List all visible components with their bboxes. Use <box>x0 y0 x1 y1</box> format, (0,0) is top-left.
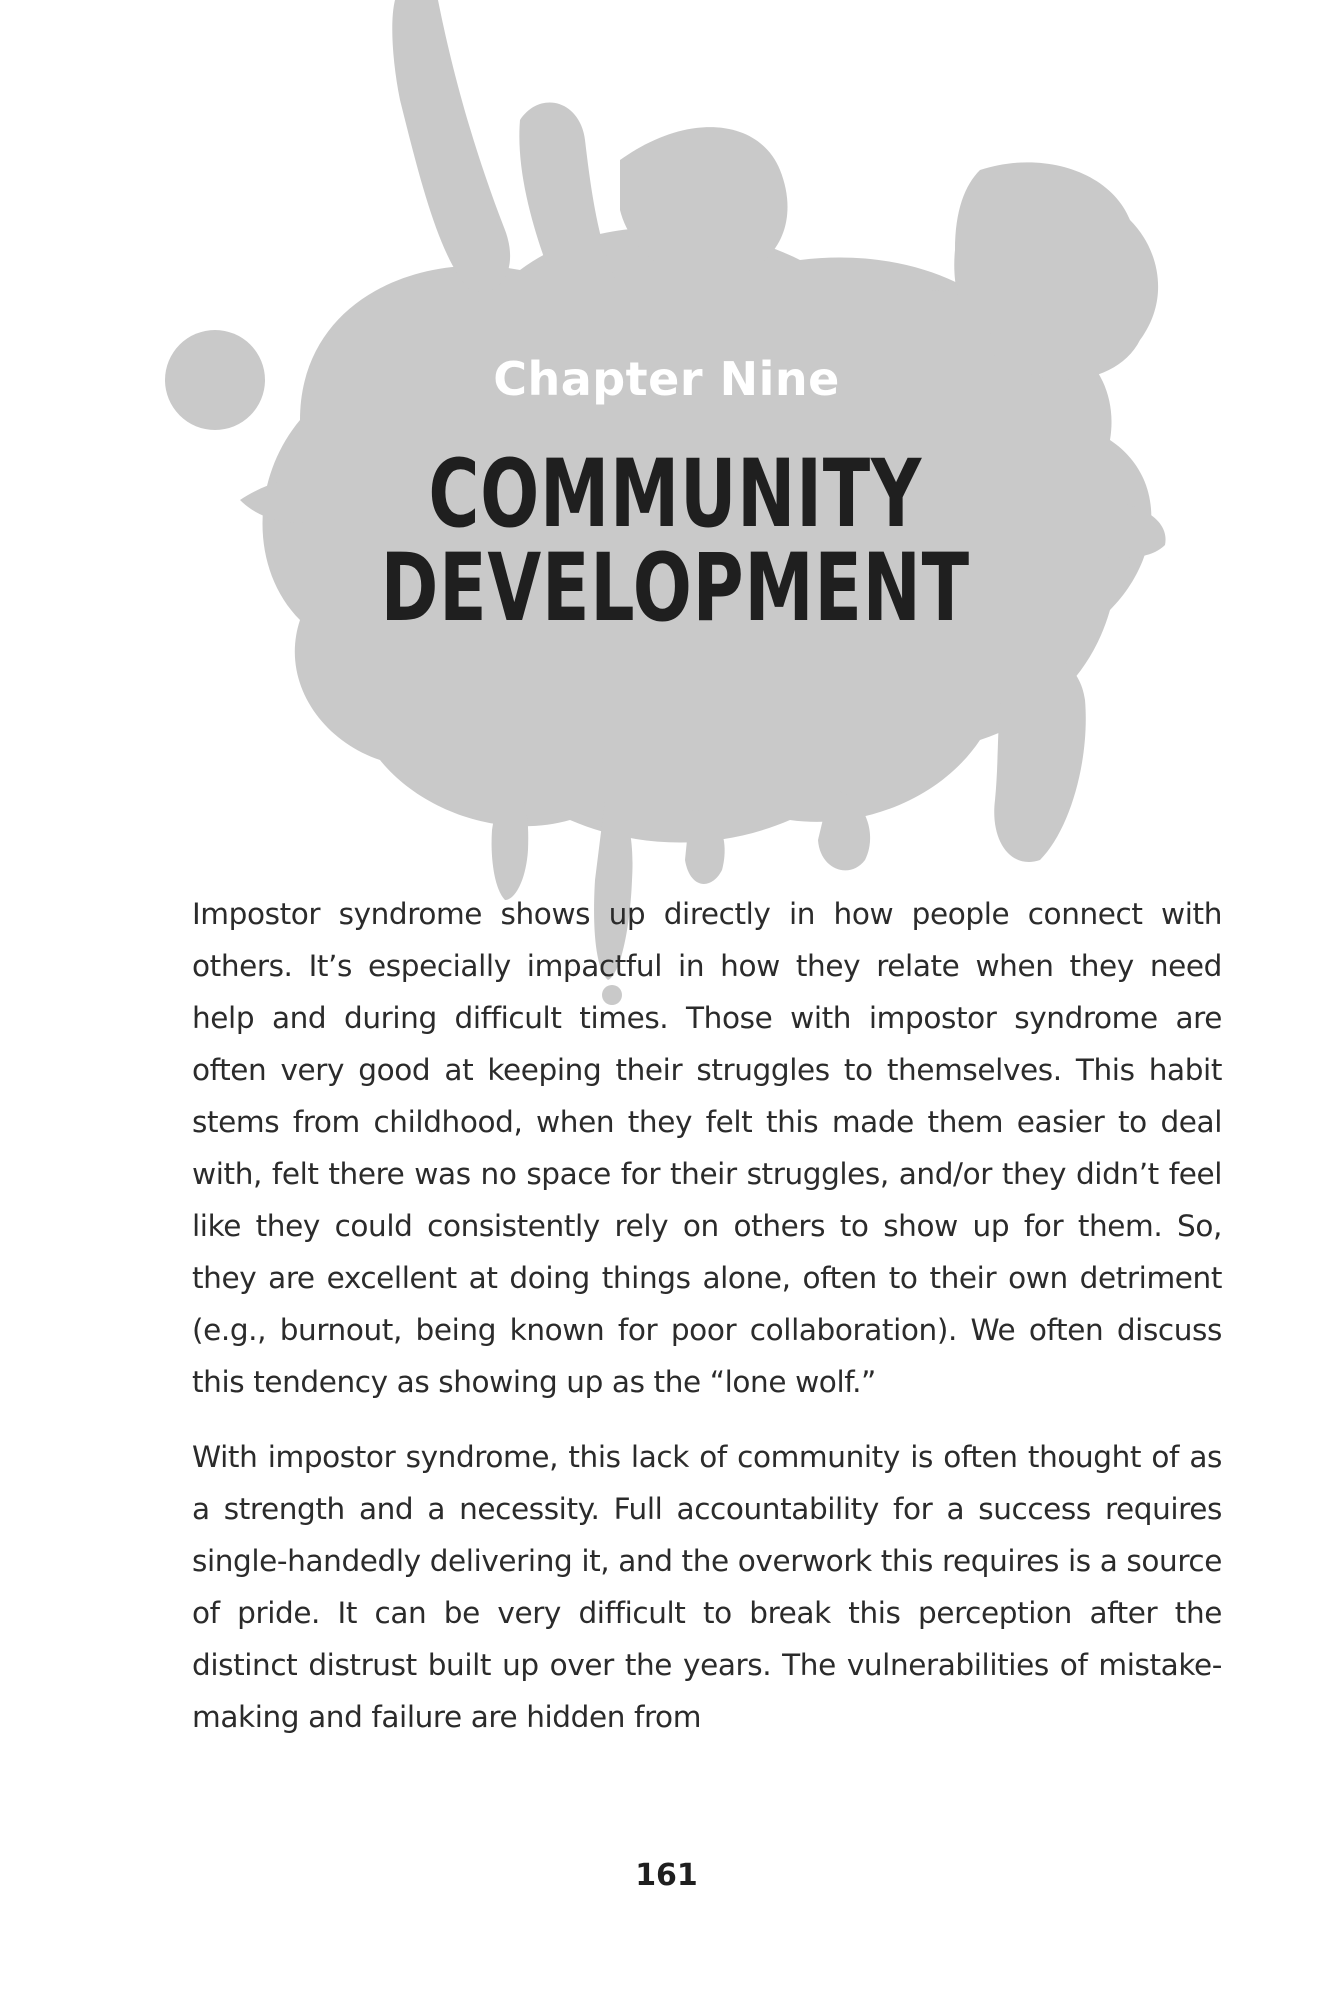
paragraph-1: Impostor syndrome shows up directly in how people connect with others. It’s especially impactful in how they relate when they need help and during difficult times. Those with impostor syndrome are often very good at keeping their struggles to themselves. This habit stems from childhood, when they felt this made them easier to deal with, felt there was no space for their struggles, and/or they didn’t feel like they could consistently rely on others to show up for them. So, they are excellent at doing things alone, often to their own detriment (e.g., burnout, being known for poor collaboration). We often discuss this tendency as showing up as the “lone wolf.” <box>192 897 1222 1399</box>
body-text <box>192 888 1222 1743</box>
chapter-title: COMMUNITY DEVELOPMENT <box>380 440 970 643</box>
chapter-label: Chapter Nine <box>493 352 840 406</box>
page-number: 161 <box>635 1858 698 1893</box>
paragraph-2: With impostor syndrome, this lack of community is often thought of as a strength and a necessity. Full accountability for a success requires single-handedly delivering it, and the overwork this requires is a source of pride. It can be very difficult to break this perception after the distinct distrust built up over the years. The vulnerabilities of mistake-making and failure are hidden from <box>192 1440 1222 1734</box>
